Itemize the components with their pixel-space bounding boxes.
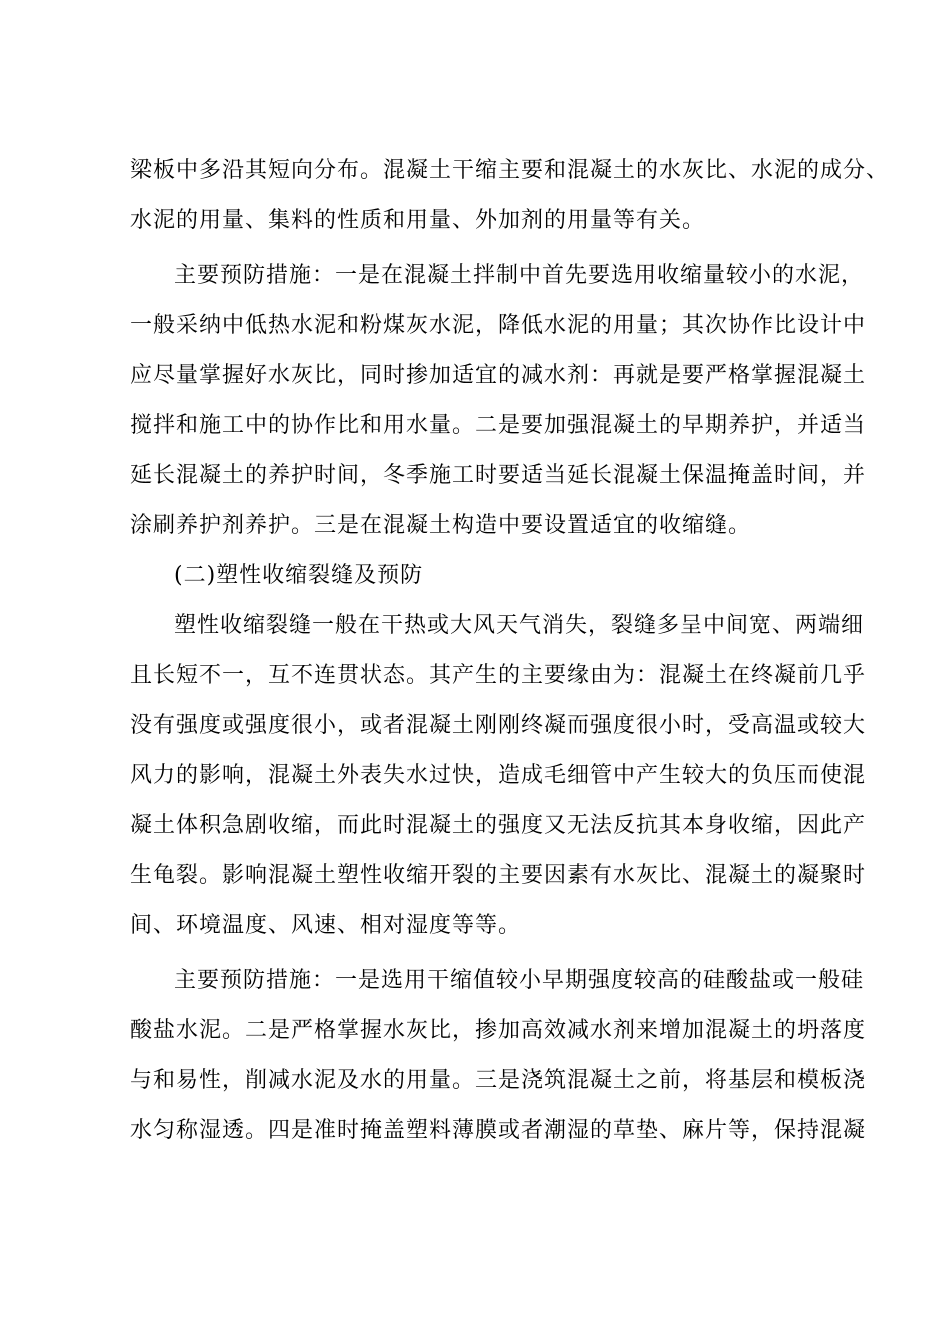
paragraph-line: 应尽量掌握好水灰比，同时掺加适宜的减水剂：再就是要严格掌握混凝土 (130, 363, 867, 388)
paragraph-line: 间、环境温度、风速、相对湿度等等。 (130, 913, 522, 938)
paragraph-line: 塑性收缩裂缝一般在干热或大风天气消失，裂缝多呈中间宽、两端细 (174, 613, 865, 638)
paragraph-line: 水匀称湿透。四是准时掩盖塑料薄膜或者潮湿的草垫、麻片等，保持混凝 (130, 1118, 867, 1143)
paragraph-line: 且长短不一，互不连贯状态。其产生的主要缘由为：混凝土在终凝前几乎 (130, 663, 867, 688)
paragraph-line: 水泥的用量、集料的性质和用量、外加剂的用量等有关。 (130, 208, 706, 233)
paragraph-line: 生龟裂。影响混凝土塑性收缩开裂的主要因素有水灰比、混凝土的凝聚时 (130, 863, 867, 888)
paragraph-line: 搅拌和施工中的协作比和用水量。二是要加强混凝土的早期养护，并适当 (130, 413, 867, 438)
paragraph-line: 涂刷养护剂养护。三是在混凝土构造中要设置适宜的收缩缝。 (130, 513, 752, 538)
section-heading: (二)塑性收缩裂缝及预防 (174, 563, 424, 588)
paragraph-line: 酸盐水泥。二是严格掌握水灰比，掺加高效减水剂来增加混凝土的坍落度 (130, 1018, 867, 1043)
paragraph-line: 主要预防措施：一是在混凝土拌制中首先要选用收缩量较小的水泥， (174, 263, 865, 288)
paragraph-line: 凝土体积急剧收缩，而此时混凝土的强度又无法反抗其本身收缩，因此产 (130, 813, 867, 838)
paragraph-line: 风力的影响，混凝土外表失水过快，造成毛细管中产生较大的负压而使混 (130, 763, 867, 788)
paragraph-line: 与和易性，削减水泥及水的用量。三是浇筑混凝土之前，将基层和模板浇 (130, 1068, 867, 1093)
paragraph-line: 梁板中多沿其短向分布。混凝土干缩主要和混凝土的水灰比、水泥的成分、 (130, 158, 890, 183)
paragraph-line: 没有强度或强度很小，或者混凝土刚刚终凝而强度很小时，受高温或较大 (130, 713, 867, 738)
paragraph-line: 主要预防措施：一是选用干缩值较小早期强度较高的硅酸盐或一般硅 (174, 968, 865, 993)
paragraph-line: 延长混凝土的养护时间，冬季施工时要适当延长混凝土保温掩盖时间，并 (130, 463, 867, 488)
paragraph-line: 一般采纳中低热水泥和粉煤灰水泥，降低水泥的用量；其次协作比设计中 (130, 313, 867, 338)
